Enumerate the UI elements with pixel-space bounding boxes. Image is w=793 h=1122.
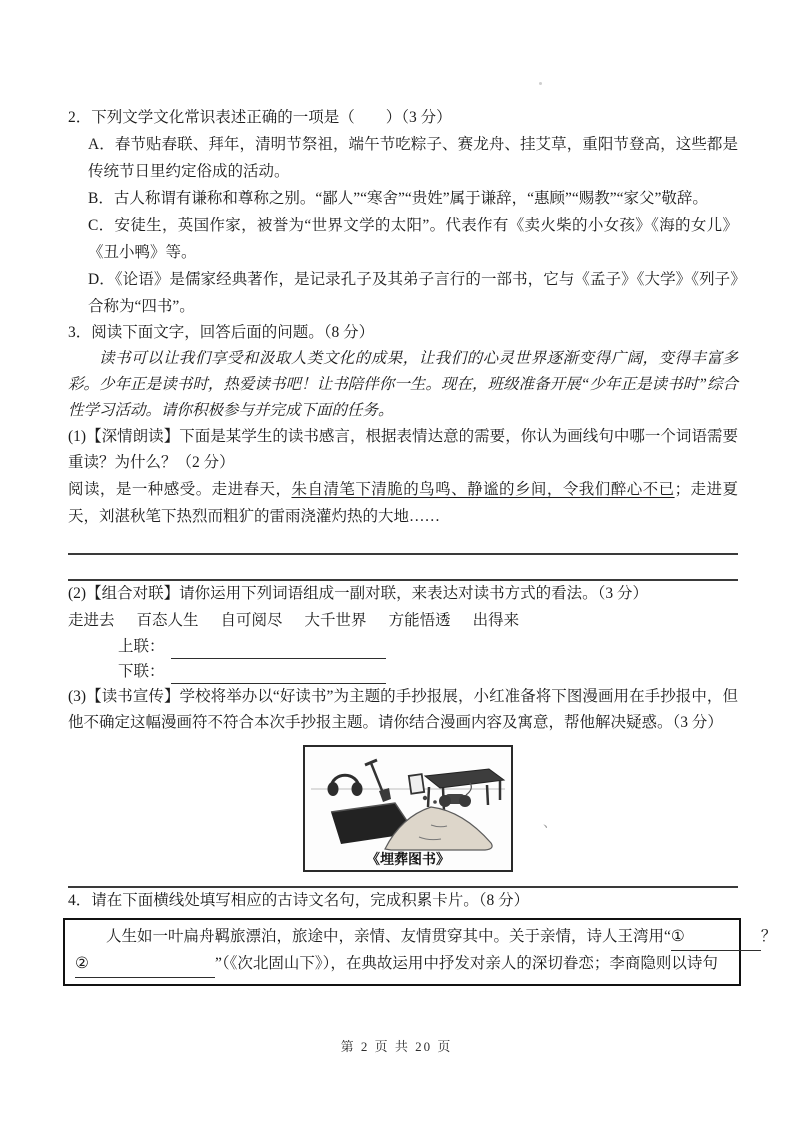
passage-after: ；走进夏天，刘湛秋笔下热烈而粗犷的雷雨浇灌灼热的大地…… <box>68 481 738 525</box>
burying-books-cartoon <box>303 745 513 872</box>
option-d: D．《论语》是儒家经典著作，是记录孔子及其弟子言行的一部书，它与《孟子》《大学》《列子》合称为“四书”。 <box>88 271 738 315</box>
lower-couplet-label: 下联： <box>118 663 165 680</box>
lower-couplet-row <box>68 659 738 684</box>
upper-couplet-row <box>68 634 738 659</box>
couplet-word: 自可阅尽 <box>220 612 283 629</box>
accumulation-card <box>63 918 777 986</box>
question-4-stem: 4．请在下面横线处填写相应的古诗文名句，完成积累卡片。（8 分） <box>68 892 530 909</box>
upper-couplet-label: 上联： <box>118 638 165 655</box>
answer-line-2 <box>68 555 738 581</box>
answer-line-3 <box>68 872 738 888</box>
card-line-1 <box>75 924 777 951</box>
couplet-word: 出得来 <box>472 612 520 629</box>
sub-question-1-stem: (1)【深情朗读】下面是某学生的读书感言，根据表情达意的需要，你认为画线句中哪一个词语需要重读？为什么？（2 分） <box>68 428 738 471</box>
sub-question-2-stem: (2)【组合对联】请你运用下列词语组成一副对联，来表达对读书方式的看法。（3 分） <box>68 585 648 602</box>
couplet-word: 大千世界 <box>304 612 367 629</box>
couplet-word: 百态人生 <box>136 612 199 629</box>
card-line-2 <box>75 951 729 978</box>
page-number-footer: 第 2 页 共 20 页 <box>340 1039 453 1054</box>
card-blank-2: ② <box>75 951 215 978</box>
card-text-after: ”（《次北固山下》），在典故运用中抒发对亲人的深切眷恋；李商隐则以诗句 <box>215 955 718 972</box>
card-blank-1: ① <box>671 924 761 951</box>
card-question-mark: ？ <box>760 928 777 945</box>
option-c: C．安徒生，英国作家，被誉为“世界文学的太阳”。代表作有《卖火柴的小女孩》《海的女儿》《丑小鸭》等。 <box>88 217 738 261</box>
lower-couplet-blank <box>171 664 386 684</box>
question-3-stem: 3．阅读下面文字，回答后面的问题。（8 分） <box>68 324 375 341</box>
couplet-word-list <box>68 607 738 634</box>
upper-couplet-blank <box>171 639 386 659</box>
stray-mark: 、 <box>543 816 557 831</box>
sub-question-3-stem: (3)【读书宣传】学校将举办以“好读书”为主题的手抄报展，小红准备将下图漫画用在手抄报中，但他不确定这幅漫画符不符合本次手抄报主题。请你结合漫画内容及寓意，帮他解决疑惑。（3 分） <box>68 688 738 731</box>
passage-underlined: 朱自清笔下清脆的鸟鸣、静谧的乡间，令我们醉心不已 <box>291 481 675 498</box>
answer-line-1 <box>68 530 738 555</box>
cartoon-caption: 《埋葬图书》 <box>366 853 450 868</box>
option-a: A．春节贴春联、拜年，清明节祭祖，端午节吃粽子、赛龙舟、挂艾草，重阳节登高，这些都是传统节日里约定俗成的活动。 <box>88 136 738 180</box>
monitor-icon <box>409 774 424 794</box>
reading-passage <box>68 476 738 530</box>
option-b: B．古人称谓有谦称和尊称之别。“鄙人”“寒舍”“贵姓”属于谦辞，“惠顾”“赐教”“家父”敬辞。 <box>88 190 708 207</box>
question-3-intro: 读书可以让我们享受和汲取人类文化的成果，让我们的心灵世界逐渐变得广阔，变得丰富多彩。少年正是读书时，热爱读书吧！让书陪伴你一生。现在，班级准备开展“少年正是读书时”综合性学习活动。请你积极参与并完成下面的任务。 <box>68 350 738 419</box>
scan-speck <box>539 82 542 85</box>
question-2-stem: 2．下列文学文化常识表述正确的一项是（ ）（3 分） <box>68 109 452 126</box>
question-2-options <box>88 131 738 320</box>
card-text-before: 人生如一叶扁舟羁旅漂泊，旅途中，亲情、友情贯穿其中。关于亲情，诗人王湾用“ <box>106 928 671 945</box>
passage-before: 阅读，是一种感受。走进春天， <box>68 481 292 498</box>
couplet-word: 方能悟透 <box>388 612 451 629</box>
couplet-word: 走进去 <box>68 612 115 629</box>
page-content <box>68 104 777 986</box>
